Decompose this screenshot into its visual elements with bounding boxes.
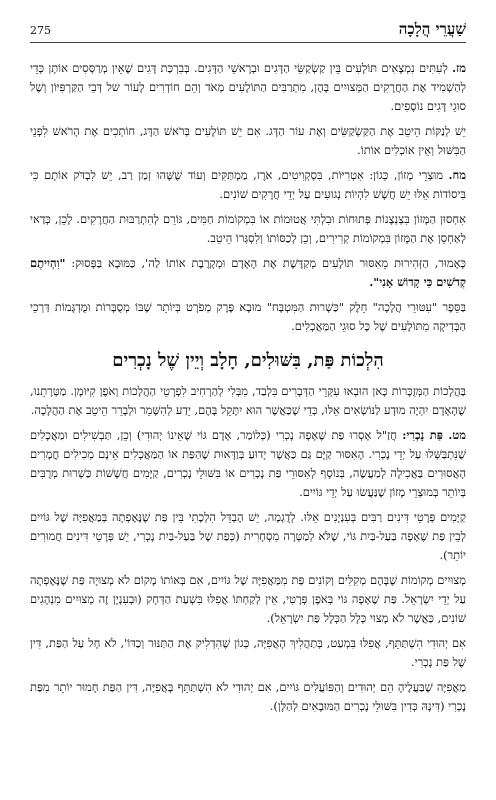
paragraph-47 (30, 59, 466, 116)
paragraph-text: מְצוּיִים מְקוֹמוֹת שֶׁבָּהֶם מְקִלִּים וְקוֹנִים פַּת מִמַּאֲפִיָּה שֶׁל גּוֹיִים, אִם בְּאוֹתוֹ מָקוֹם לֹא מְצוּיָה פַּת שֶׁנֶּאֶפְתָה עַל יְדֵי יִשְׂרָאֵל. פַּת שֶׁאָפָה גּוֹי בְּאֹפֶן פְּרָטִי, אֵין לְקַחְתּוֹ אֲפִלּוּ בִּשְׁעַת הַדְּחָק (וּבְעִנְיָן זֶה מְצוּיִים מִנְהָגִים שׁוֹנִים, כַּאֲשֶׁר לֹא מָצוּי כְּלָל הַכְּלָל פַּת יִשְׂרָאֵל). (30, 573, 466, 625)
paragraph (30, 634, 466, 672)
paragraph (30, 298, 466, 336)
paragraph-text: בַּסֵּפֶר "עִטּוּרֵי הֲלָכָה" חֵלֶק "כַּשְׁרוּת הַמִּטְבָּח" מוּבָא פֶּרֶק מְפֹרָט בְּיוֹתֵר שֶׁבּוֹ מְסֻבָּרוֹת וּמֻדְגָּמוֹת דַּרְכֵי הַבְּדִיקָה מִתּוֹלָעִים שֶׁל כָּל סוּגֵי הַמַּאֲכָלִים. (30, 300, 466, 333)
paragraph-49 (30, 426, 466, 502)
verse-quote: "וִהְיִיתֶם קְדֹשִׁים כִּי קָדוֹשׁ אָנִי". (30, 256, 466, 289)
running-title: שַׁעֲרֵי הֲלָכָה (398, 20, 466, 38)
paragraph (30, 508, 466, 565)
paragraph-label: מח. (448, 168, 467, 182)
paragraph-text: חֲזַ"ל אָסְרוּ פַּת שֶׁאָפָה נָכְרִי (כְּלוֹמַר, אָדָם גּוֹי שֶׁאֵינוֹ יְהוּדִי) וְכֵן, תַּבְשִׁילִים וּמַאֲכָלִים שֶׁנִּתְבַּשְּׁלוּ עַל יְדֵי נָכְרִי. הָאִסּוּר קַיָּם גַּם כַּאֲשֶׁר יָדוּעַ בְּוַדָּאוּת שֶׁהַפַּת אוֹ הַמַּאֲכָלִים אֵינָם מְכִילִים חֳמָרִים הָאֲסוּרִים בַּאֲכִילָה לְמַעֲשֶׂה, בְּנוֹסָף לְאִסּוּרֵי פַּת נָכְרִים אוֹ בִּשּׁוּלֵי נָכְרִים, קַיָּמִים חֲשָׁשׁוֹת כַּשְׁרוּת מְרֻבִּים בְּיוֹתֵר בְּמוּצְרֵי מָזוֹן שֶׁנַּעֲשׂוּ עַל יְדֵי גּוֹיִים. (30, 428, 466, 499)
paragraph (30, 571, 466, 628)
page-number: 275 (30, 24, 51, 37)
paragraph-text: בַּהֲלָכוֹת הַמְּזֻכָּרוֹת כָּאן הוּבְאוּ עִקְּרֵי הַדְּבָרִים בִּלְבַד, מִבְּלִי לְהַרְחִיב לִפְרָטֵי הַהֲלָכוֹת וְאֹפֶן קִיּוּמָן. מַטְּרָתֵנוּ, שֶׁהָאָדָם יִהְיֶה מוּדָע לַנּוֹשְׂאִים אֵלּוּ, כְּדֵי שֶׁכַּאֲשֶׁר הוּא יִתָּקֵל בָּהֶם, יֵדַע לְהִשָּׁמֵר וּלְבָרֵר הֵיטֵב אֶת הַהֲלָכָה. (30, 384, 466, 417)
paragraph (30, 382, 466, 420)
paragraph (30, 210, 466, 248)
paragraph-48 (30, 166, 466, 204)
paragraph-label: מז. (452, 61, 466, 75)
paragraph-text: מוּצְרֵי מָזוֹן, כְּגוֹן: אִטְרִיּוֹת, בִּסְקְוִיטִים, אֹרֶז, מַמְתַּקִּים וְעוֹד שֶׁשָּׁהוּ זְמַן רַב, יֵשׁ לִבְדֹּק אוֹתָם כִּי בִּיסוֹדוֹת אֵלּוּ יֵשׁ חֲשָׁשׁ לִהְיוֹת נְגוּעִים עַל יְדֵי חֲרָקִים שׁוֹנִים. (30, 168, 466, 201)
paragraph-text: כָּאָמוּר, הַזְּהִירוּת מֵאִסּוּר תּוֹלָעִים מְקַדֶּשֶׁת אֶת הָאָדָם וּמְקָרֶבֶת אוֹתוֹ לַה', כַּמּוּבָא בַּפָּסוּק: (65, 256, 466, 270)
section-heading: הִלְכוֹת פַּת, בִּשּׁוּלִים, חָלָב וְיֵין שֶׁל נָכְרִים (112, 350, 384, 371)
paragraph-text: לְעִתִּים נִמְצָאִים תּוֹלָעִים בֵּין קַשְׂקַשֵּׂי הַדָּגִים וּבְרָאשֵׁי הַדָּגִים. בְּבִרְכַּת דָּגִים שֶׁאֵין מְרַסְּסִים אוֹתָן כְּדֵי לְהַשְׁמִיד אֶת הַחֲרָקִים הַמְּצוּיִים בָּהֶן, מִתְרַבִּים הַתּוֹלָעִים מְאֹד וְהֵם חוֹדְרִים לָעוֹר של דְּבֵי הַקַּרְפִּיּוֹן וְשֶׁל סוּגֵי דָּגִים נוֹסָפִים. (30, 61, 466, 113)
paragraph-text: אִם יְהוּדִי הִשְׁתַּתֵּף, אֲפִלּוּ בִּמְעַט, בְּתַהֲלִיךְ הָאֲפִיָּה, כְּגוֹן שֶׁהִדְלִיק אֶת הַתַּנּוּר וְכַדּוֹ', לֹא חָל עַל הַפַּת, דִּין שֶׁל פַּת נָכְרִי. (30, 636, 466, 669)
paragraph-text: קַיָּמִים פְּרָטֵי דִּינִים רַבִּים בְּעִנְיָנִים אֵלּוּ. לְדֻגְמָה, יֵשׁ הֶבְדֵּל הִלְכָתִי בֵּין פַּת שֶׁנֶּאֶפְתָה בְּמַאֲפִיָּה שֶׁל גּוֹיִים לְבֵין פַּת שֶׁאָפָה בַּעַל-בַּיִת גּוֹי, שֶׁלֹּא לְמַטְּרָה מִסְחָרִית (כְּפַת שֶׁל בַּעַל-בַּיִת נָכְרִי, יֵשׁ פְּרָטֵי דִּינִים חֲמוּרִים יוֹתֵר). (30, 510, 466, 562)
paragraph-text: אִחְסוּן הַמָּזוֹן בִּצְנְצָנוֹת פְּתוּחוֹת וּבִלְתִּי אֲטוּמוֹת אוֹ בִּמְקוֹמוֹת חַמִּים, גּוֹרֵם לְהִתְרַבּוּת הַחֲרָקִים. לָכֵן, כְּדַאי לְאַחְסֵן אֶת הַמָּזוֹן בִּמְקוֹמוֹת קְרִירִים, וְכֵן לְכַסּוֹתוֹ וְלִסְגְּרוֹ הֵיטֵב. (30, 212, 466, 245)
paragraph (30, 678, 466, 716)
paragraph-text: יֵשׁ לְנַקּוֹת הֵיטֵב אֶת הַקַּשְׂקַשִּׂים וְאֶת עוֹר הַדָּג. אִם יֵשׁ תּוֹלָעִים בְּרֹאשׁ הַדָּג, חוֹתְכִים אֶת הָרֹאשׁ לִפְנֵי הַבִּשּׁוּל וְאֵין אוֹכְלִים אוֹתוֹ. (30, 124, 466, 157)
page-header (30, 20, 466, 43)
paragraph-text: מַאֲפִיָּה שֶׁבַּעֲלֶיהָ הֵם יְהוּדִים וְהַפּוֹעֲלִים גּוֹיִים, אִם יְהוּדִי לֹא הִשְׁתַּתֵּף בָּאֲפִיָּה, דִּין הַפַּת חָמוּר יוֹתֵר מִפַּת נָכְרִי (דִּינָהּ כְּדִין בִּשּׁוּלֵי נָכְרִים הַמּוּבָאִים לְהַלָּן). (30, 680, 466, 713)
paragraph (30, 254, 466, 292)
paragraph-label: מט. פַּת נָכְרִי: (402, 428, 466, 442)
paragraph (30, 122, 466, 160)
